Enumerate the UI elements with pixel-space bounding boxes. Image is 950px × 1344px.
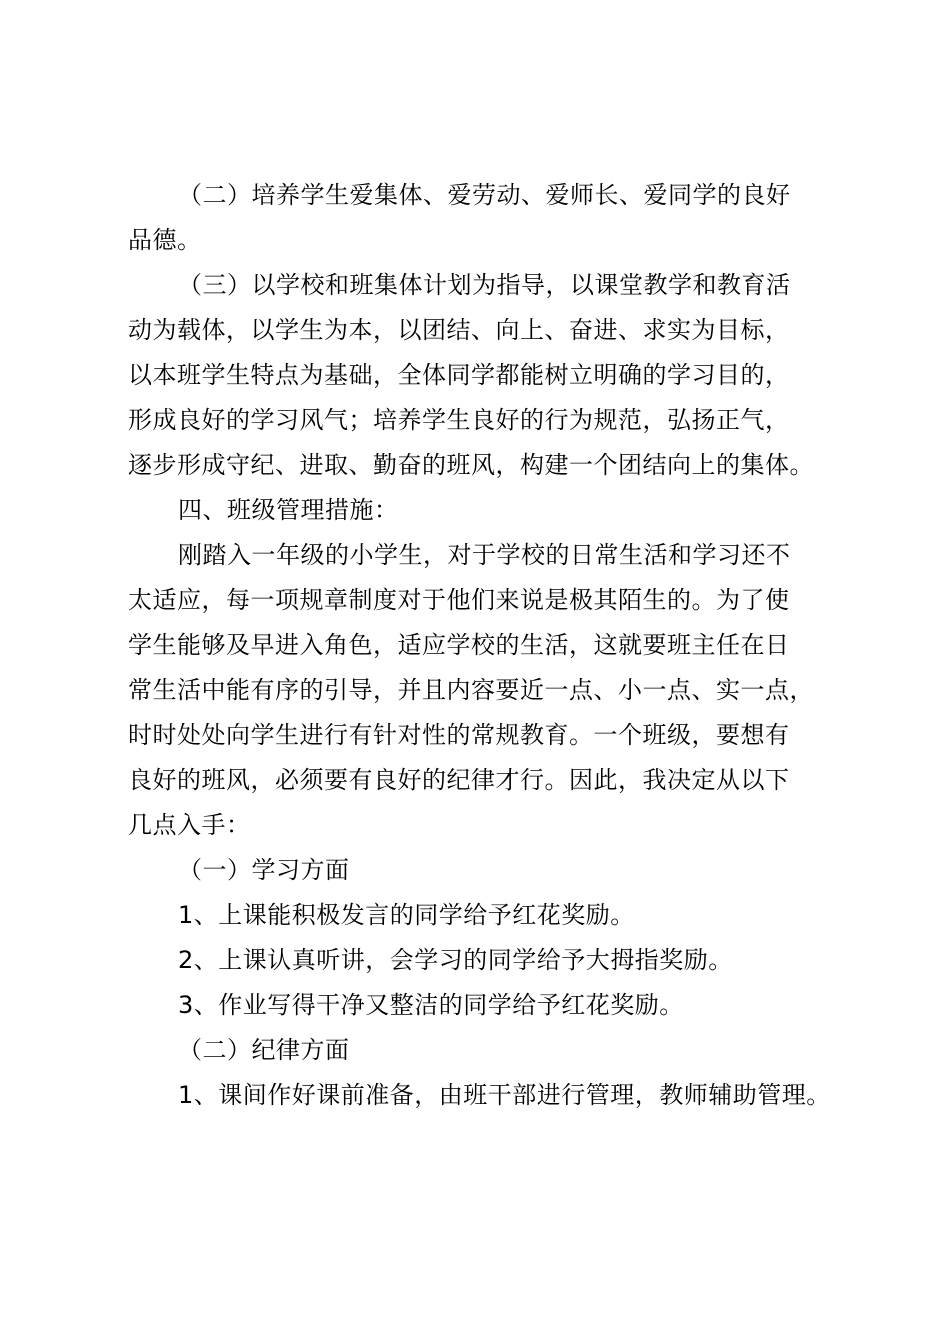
paragraph-line: 刚踏入一年级的小学生，对于学校的日常生活和学习还不 [178, 541, 791, 569]
paragraph-line: 逐步形成守纪、进取、勤奋的班风，构建一个团结向上的集体。 [128, 451, 814, 479]
list-item: 1、课间作好课前准备，由班干部进行管理，教师辅助管理。 [178, 1081, 831, 1109]
paragraph-line: （三）以学校和班集体计划为指导，以课堂教学和教育活 [178, 271, 791, 299]
subsection-heading: （一）学习方面 [178, 856, 350, 884]
paragraph-line: （二）培养学生爱集体、爱劳动、爱师长、爱同学的良好 [178, 181, 791, 209]
paragraph-line: 良好的班风，必须要有良好的纪律才行。因此，我决定从以下 [128, 766, 790, 794]
paragraph-line: 几点入手： [128, 811, 251, 839]
paragraph-line: 时时处处向学生进行有针对性的常规教育。一个班级，要想有 [128, 721, 790, 749]
paragraph-line: 学生能够及早进入角色，适应学校的生活，这就要班主任在日 [128, 631, 790, 659]
list-item: 1、上课能积极发言的同学给予红花奖励。 [178, 901, 635, 929]
list-item: 2、上课认真听讲，会学习的同学给予大拇指奖励。 [178, 946, 733, 974]
paragraph-line: 形成良好的学习风气；培养学生良好的行为规范，弘扬正气， [128, 406, 790, 434]
paragraph-line: 常生活中能有序的引导，并且内容要近一点、小一点、实一点， [128, 676, 814, 704]
section-heading: 四、班级管理措施： [178, 496, 399, 524]
paragraph-line: 太适应，每一项规章制度对于他们来说是极其陌生的。为了使 [128, 586, 790, 614]
paragraph-line: 以本班学生特点为基础，全体同学都能树立明确的学习目的， [128, 361, 790, 389]
paragraph-line: 动为载体，以学生为本，以团结、向上、奋进、求实为目标， [128, 316, 790, 344]
subsection-heading: （二）纪律方面 [178, 1036, 350, 1064]
list-item: 3、作业写得干净又整洁的同学给予红花奖励。 [178, 991, 684, 1019]
paragraph-line: 品德。 [128, 226, 202, 254]
